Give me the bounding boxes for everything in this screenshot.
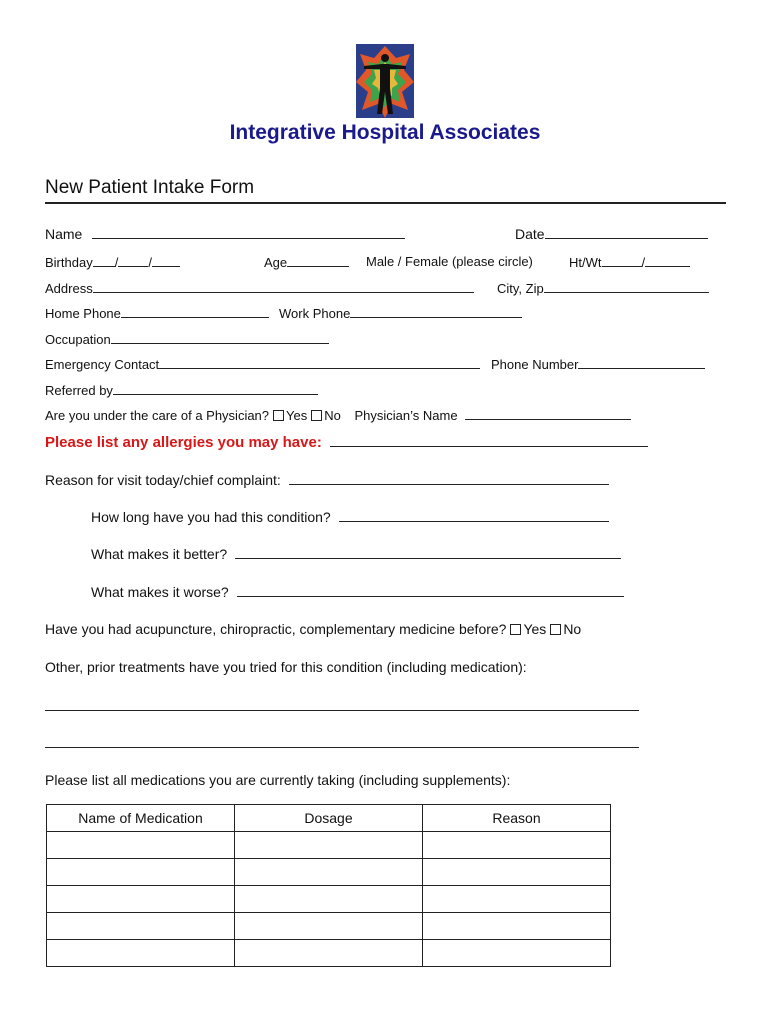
allergies-label: Please list any allergies you may have: <box>45 434 322 451</box>
work-phone-field[interactable] <box>350 305 522 318</box>
table-row <box>47 886 611 913</box>
medication-cell[interactable] <box>47 940 235 967</box>
allergies-row <box>45 434 648 451</box>
phone-number-field[interactable] <box>578 356 705 369</box>
date-label: Date <box>515 226 545 242</box>
dosage-cell[interactable] <box>235 859 423 886</box>
form-title: New Patient Intake Form <box>45 177 255 198</box>
prior-treatments-line-2[interactable] <box>45 747 639 748</box>
physician-row <box>45 407 631 423</box>
birthday-label: Birthday <box>45 255 93 270</box>
hospital-logo-icon <box>356 44 414 118</box>
worse-row <box>91 584 624 600</box>
dosage-cell[interactable] <box>235 886 423 913</box>
prior-treatments-label: Other, prior treatments have you tried for this condition (including medication): <box>45 659 527 675</box>
cityzip-field[interactable] <box>544 280 709 293</box>
acupuncture-no-checkbox[interactable] <box>550 624 561 635</box>
better-label: What makes it better? <box>91 546 228 562</box>
work-phone-label: Work Phone <box>279 306 351 321</box>
medications-table <box>46 804 611 967</box>
header-medication-name: Name of Medication <box>47 805 235 832</box>
reason-field[interactable] <box>289 472 609 485</box>
birthday-row <box>45 254 180 270</box>
organization-title: Integrative Hospital Associates <box>229 121 541 144</box>
weight-field[interactable] <box>645 254 690 267</box>
medication-cell[interactable] <box>47 913 235 940</box>
table-row <box>47 859 611 886</box>
age-row <box>264 254 349 270</box>
occupation-label: Occupation <box>45 332 111 347</box>
reason-cell[interactable] <box>423 886 611 913</box>
acupuncture-no-label: No <box>563 621 582 637</box>
allergies-field[interactable] <box>330 434 648 447</box>
physician-yes-checkbox[interactable] <box>273 410 284 421</box>
referred-by-row <box>45 382 318 398</box>
occupation-row <box>45 331 329 347</box>
sex-label[interactable]: Male / Female (please circle) <box>366 254 533 269</box>
reason-cell[interactable] <box>423 913 611 940</box>
htwt-label: Ht/Wt <box>569 255 602 270</box>
acupuncture-label: Have you had acupuncture, chiropractic, complementary medicine before? <box>45 621 507 637</box>
name-field[interactable] <box>92 226 405 239</box>
medications-label: Please list all medications you are currently taking (including supplements): <box>45 772 511 788</box>
birthday-slash-1: / <box>114 255 119 270</box>
address-label: Address <box>45 281 93 296</box>
table-row <box>47 832 611 859</box>
acupuncture-row <box>45 621 581 637</box>
acupuncture-yes-label: Yes <box>523 621 547 637</box>
phone-number-row <box>491 356 705 372</box>
header-reason: Reason <box>423 805 611 832</box>
cityzip-row <box>497 280 709 296</box>
reason-label: Reason for visit today/chief complaint: <box>45 472 281 488</box>
occupation-field[interactable] <box>111 331 329 344</box>
emergency-contact-label: Emergency Contact <box>45 357 160 372</box>
htwt-row <box>569 254 690 270</box>
birthday-day-field[interactable] <box>118 254 148 267</box>
physician-name-field[interactable] <box>465 407 631 420</box>
date-row <box>515 226 708 242</box>
referred-by-field[interactable] <box>113 382 318 395</box>
address-field[interactable] <box>93 280 474 293</box>
cityzip-label: City, Zip <box>497 281 544 296</box>
title-divider <box>45 202 726 204</box>
table-header-row <box>47 805 611 832</box>
name-label: Name <box>45 226 83 242</box>
date-field[interactable] <box>545 226 708 239</box>
reason-cell[interactable] <box>423 859 611 886</box>
htwt-slash: / <box>641 255 646 270</box>
worse-field[interactable] <box>237 584 624 597</box>
home-phone-field[interactable] <box>121 305 269 318</box>
header-dosage: Dosage <box>235 805 423 832</box>
physician-no-checkbox[interactable] <box>311 410 322 421</box>
birthday-slash-2: / <box>148 255 152 270</box>
work-phone-row <box>279 305 522 321</box>
better-row <box>91 546 621 562</box>
name-row <box>45 226 405 242</box>
physician-no-label: No <box>324 408 341 423</box>
birthday-month-field[interactable] <box>93 254 115 267</box>
height-field[interactable] <box>602 254 642 267</box>
how-long-label: How long have you had this condition? <box>91 509 331 525</box>
table-row <box>47 940 611 967</box>
dosage-cell[interactable] <box>235 913 423 940</box>
medication-cell[interactable] <box>47 859 235 886</box>
address-row <box>45 280 474 296</box>
referred-by-label: Referred by <box>45 383 113 398</box>
birthday-year-field[interactable] <box>152 254 180 267</box>
age-field[interactable] <box>287 254 349 267</box>
home-phone-label: Home Phone <box>45 306 121 321</box>
medication-cell[interactable] <box>47 886 235 913</box>
dosage-cell[interactable] <box>235 940 423 967</box>
emergency-contact-row <box>45 356 480 372</box>
how-long-field[interactable] <box>339 509 609 522</box>
home-phone-row <box>45 305 269 321</box>
reason-cell[interactable] <box>423 940 611 967</box>
phone-number-label: Phone Number <box>491 357 579 372</box>
physician-care-label: Are you under the care of a Physician? <box>45 408 270 423</box>
worse-label: What makes it worse? <box>91 584 229 600</box>
emergency-contact-field[interactable] <box>159 356 480 369</box>
physician-yes-label: Yes <box>286 408 308 423</box>
prior-treatments-line-1[interactable] <box>45 710 639 711</box>
physician-name-label: Physician’s Name <box>354 408 458 423</box>
medication-cell[interactable] <box>47 832 235 859</box>
better-field[interactable] <box>235 546 621 559</box>
table-row <box>47 913 611 940</box>
reason-cell[interactable] <box>423 832 611 859</box>
age-label: Age <box>264 255 288 270</box>
dosage-cell[interactable] <box>235 832 423 859</box>
how-long-row <box>91 509 609 525</box>
acupuncture-yes-checkbox[interactable] <box>510 624 521 635</box>
reason-row <box>45 472 609 488</box>
